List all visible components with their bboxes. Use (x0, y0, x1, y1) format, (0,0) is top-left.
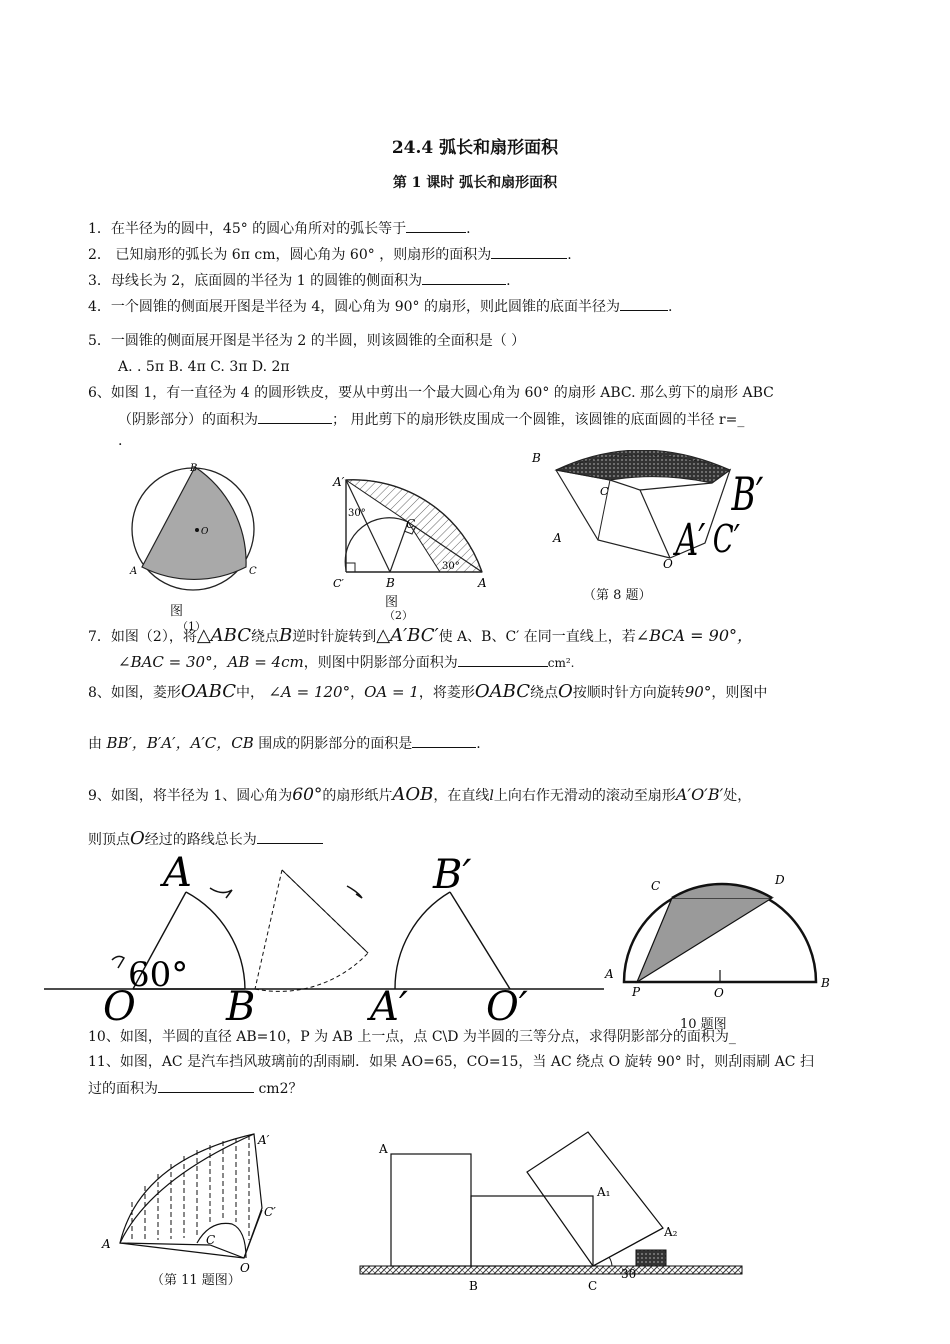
question-11-line2: 过的面积为 cm2？ (88, 1078, 302, 1099)
rectangle-rotated (527, 1132, 663, 1266)
fig1-caption: 图 (170, 604, 184, 619)
angle-arc (609, 1257, 612, 1266)
label-a: A (130, 566, 138, 577)
center-point (195, 528, 199, 532)
label-b: B (386, 576, 395, 590)
label-c: C (600, 485, 609, 498)
dashed-side-2 (255, 870, 282, 989)
rectangle-a (391, 1154, 471, 1266)
label-a: A (478, 576, 487, 590)
ground (360, 1266, 742, 1274)
question-7-line2: ∠BAC = 30°，AB = 4cm，则图中阴影部分面积为 cm². (118, 653, 575, 671)
label-c: C (206, 1233, 216, 1247)
label-p: P (632, 985, 641, 999)
fig2-caption: 图 (385, 595, 399, 610)
dashed-arc (255, 953, 368, 991)
label-d: D (775, 873, 785, 887)
label-30deg: 30° (348, 508, 366, 519)
figure-9 (44, 850, 604, 1030)
page-subtitle: 第 1 课时 弧长和扇形面积 (392, 175, 558, 191)
question-4: 4．一个圆锥的侧面展开图是半径为 4，圆心角为 90° 的扇形，则此圆锥的底面半径为 . (88, 296, 672, 317)
shaded-region (556, 450, 730, 483)
figure-row-1 (0, 450, 950, 630)
label-c-prime: C′ (264, 1205, 276, 1219)
label-c-prime-large: C′ (712, 516, 740, 562)
label-a: A (379, 1142, 388, 1156)
answer-blank[interactable] (422, 270, 506, 285)
label-a: A (553, 531, 562, 545)
rotation-arrow-2 (347, 886, 362, 898)
question-11-line1: 11、如图，AC 是汽车挡风玻璃前的刮雨刷．如果 AO=65，CO=15，当 AC 绕点 O 旋转 90° 时，则刮雨刷 AC 扫 (88, 1054, 814, 1070)
fig1-number: （1） (177, 620, 206, 633)
question-2: 2． 已知扇形的弧长为 6π cm，圆心角为 60° ，则扇形的面积为 . (88, 244, 572, 265)
answer-blank[interactable] (458, 652, 548, 667)
label-a: A (102, 1237, 111, 1251)
rotation-arrow-1 (210, 888, 232, 898)
page-title: 24.4 弧长和扇形面积 (391, 138, 559, 158)
figure-10 (604, 873, 830, 1000)
answer-blank[interactable] (620, 296, 668, 311)
label-a-prime-large: A′ (675, 514, 706, 567)
label-o-prime-large: O′ (486, 984, 528, 1030)
label-c-prime: C′ (333, 577, 344, 590)
question-6-line3: . (118, 433, 123, 449)
label-o-large: O (103, 984, 136, 1030)
question-9-line1: 9、如图，将半径为 1、圆心角为60°的扇形纸片AOB，在直线l上向右作无滑动的滚动至扇形A′O′B′处， (88, 784, 752, 805)
segment-oc1 (244, 1210, 262, 1258)
question-7-line1: 7．如图（2），将△ABC绕点B逆时针旋转到△A′BC′使 A、B、C′ 在同一直线上，若∠BCA = 90°， (88, 625, 754, 646)
label-a: A (605, 967, 614, 981)
question-10: 10、如图，半圆的直径 AB=10，P 为 AB 上一点，点 C\D 为半圆的三等分点，求得阴影部分的面积为_ (88, 1029, 736, 1045)
label-b: B (190, 463, 198, 474)
label-b: B (469, 1279, 478, 1293)
rotation-arrow-3 (112, 956, 124, 968)
sweep-outline (120, 1134, 262, 1258)
label-30deg-b: 30° (442, 561, 460, 572)
question-9-line2: 则顶点O经过的路线总长为 (88, 829, 323, 850)
question-3: 3．母线长为 2，底面圆的半径为 1 的圆锥的侧面积为 . (88, 270, 511, 291)
label-a-prime-large: A′ (370, 984, 408, 1030)
question-8-line2: 由 BB′，B′A′，A′C，CB 围成的阴影部分的面积是 . (88, 734, 481, 752)
arc-a1b1 (395, 892, 450, 989)
label-o: O (201, 527, 209, 537)
label-30: 30 (621, 1267, 637, 1281)
label-o: O (663, 557, 673, 571)
figure-row-2 (0, 850, 950, 1030)
figure-11 (101, 1133, 276, 1275)
answer-blank[interactable] (412, 733, 476, 748)
question-1: 1．在半径为的圆中，45° 的圆心角所对的弧长等于 . (88, 218, 471, 239)
right-angle-mark (346, 563, 355, 572)
dashed-side-1 (282, 870, 368, 953)
label-b: B (532, 451, 541, 465)
shaded-segment (672, 884, 772, 898)
label-b-prime-large: B′ (731, 468, 764, 522)
label-a-prime: A′ (333, 475, 345, 489)
answer-blank[interactable] (406, 218, 466, 233)
arc-ab (186, 892, 245, 989)
answer-blank[interactable] (257, 829, 323, 844)
label-o: O (240, 1261, 250, 1275)
hatch-lines (132, 1135, 249, 1242)
shaded-block (636, 1250, 666, 1266)
label-c: C (651, 879, 661, 893)
label-b-large: B (226, 984, 256, 1030)
segment-o1b1 (450, 892, 510, 989)
label-c: C (406, 517, 416, 531)
label-a1: A₁ (597, 1185, 611, 1199)
question-5-options: A. . 5π B. 4π C. 3π D. 2π (118, 359, 290, 375)
label-c: C (249, 566, 257, 577)
figure-8 (531, 450, 763, 571)
figure-2 (332, 475, 487, 590)
answer-blank[interactable] (258, 409, 332, 424)
label-60deg: 60° (128, 955, 189, 995)
label-a-prime: A′ (258, 1133, 270, 1147)
figure-row-3 (0, 1120, 950, 1344)
fig10-caption: 10 题图 (680, 1017, 727, 1032)
question-6-line1: 6、如图 1，有一直径为 4 的圆形铁皮，要从中剪出一个最大圆心角为 60° 的扇形 ABC. 那么剪下的扇形 ABC (88, 385, 774, 401)
label-c: C (588, 1279, 598, 1293)
answer-blank[interactable] (158, 1078, 254, 1093)
fig2-number: （2） (384, 609, 413, 622)
figure-1 (129, 463, 257, 590)
question-5: 5．一圆锥的侧面展开图是半径为 2 的半圆，则该圆锥的全面积是（ ） (88, 333, 526, 349)
question-6-line2: （阴影部分）的面积为 ； 用此剪下的扇形铁皮围成一个圆锥，该圆锥的底面圆的半径 r=_ (118, 409, 744, 430)
rhombus-oabc (556, 470, 670, 558)
answer-blank[interactable] (491, 244, 567, 259)
label-b-prime-large: B′ (433, 852, 472, 898)
outer-arc (120, 1134, 254, 1243)
label-a2: A₂ (664, 1225, 678, 1239)
question-8-line1: 8、如图，菱形OABC中， ∠A = 120°，OA = 1，将菱形OABC绕点O按顺时针方向旋转90°，则图中 (88, 681, 768, 702)
rectangle-b (471, 1196, 593, 1266)
segment-bc (556, 470, 670, 558)
label-o: O (714, 986, 724, 1000)
label-b: B (821, 976, 830, 990)
label-a-large: A (163, 850, 192, 896)
fig8-caption: （第 8 题） (583, 588, 652, 603)
fig11-caption: （第 11 题图） (151, 1273, 241, 1288)
figure-rectangles (360, 1132, 742, 1293)
sector-abc-shaded (142, 467, 246, 579)
